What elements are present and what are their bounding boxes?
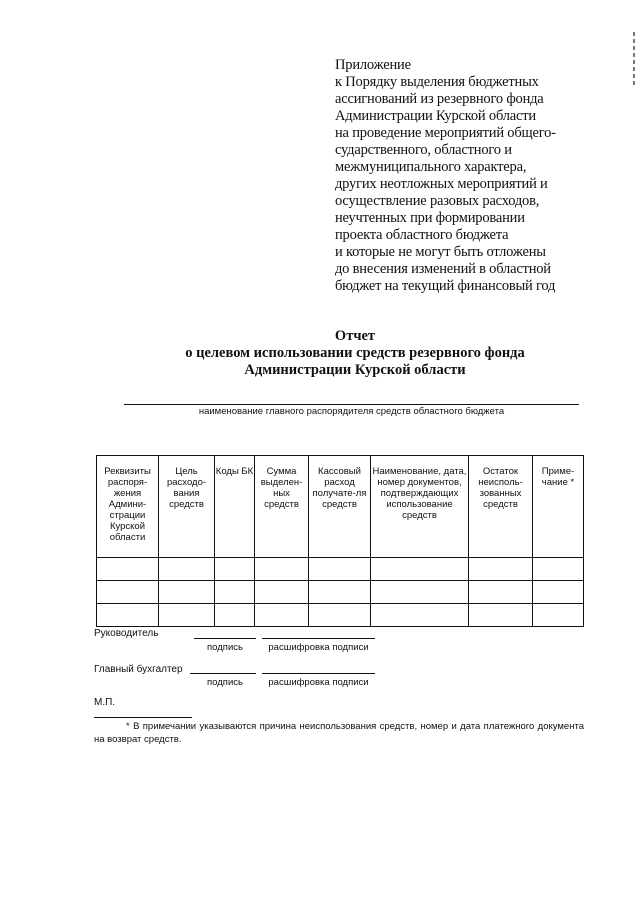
appendix-line: Администрации Курской области xyxy=(335,108,536,124)
table-cell[interactable] xyxy=(469,604,533,627)
appendix-line: ассигнований из резервного фонда xyxy=(335,91,544,107)
footnote-separator xyxy=(94,717,192,718)
title-line-1: Отчет xyxy=(334,328,376,344)
table-cell[interactable] xyxy=(469,558,533,581)
appendix-header xyxy=(335,57,615,295)
header-budget-codes: Коды БК xyxy=(215,456,255,558)
header-note: Приме-чание * xyxy=(533,456,584,558)
recipient-name-line xyxy=(124,404,579,405)
head-signature-line[interactable] xyxy=(194,638,256,639)
table-cell[interactable] xyxy=(97,604,159,627)
accountant-decode-caption: расшифровка подписи xyxy=(268,677,369,688)
report-table xyxy=(96,455,584,627)
title-line-2: о целевом использовании средств резервного фонда xyxy=(185,345,525,361)
recipient-caption: наименование главного распорядителя средств областного бюджета xyxy=(198,406,505,417)
table-cell[interactable] xyxy=(533,581,584,604)
appendix-line: межмуниципального характера, xyxy=(335,159,527,175)
table-header-row xyxy=(97,456,584,558)
table-cell[interactable] xyxy=(97,581,159,604)
table-cell[interactable] xyxy=(533,558,584,581)
appendix-line: и которые не могут быть отложены xyxy=(335,244,546,260)
head-decode-line[interactable] xyxy=(262,638,375,639)
table-cell[interactable] xyxy=(215,558,255,581)
table-row xyxy=(97,581,584,604)
header-remaining: Остаток неисполь-зованных средств xyxy=(469,456,533,558)
table-cell[interactable] xyxy=(255,604,309,627)
appendix-line: проекта областного бюджета xyxy=(335,227,509,243)
header-cash-expense: Кассовый расход получате-ля средств xyxy=(309,456,371,558)
header-documents: Наименование, дата, номер документов, подтверждающих использование средств xyxy=(371,456,469,558)
table-cell[interactable] xyxy=(469,581,533,604)
title-line-3: Администрации Курской области xyxy=(244,362,466,378)
chief-accountant-label: Главный бухгалтер xyxy=(94,664,183,675)
table-cell[interactable] xyxy=(309,581,371,604)
head-signature-caption: подпись xyxy=(207,642,243,653)
stamp-place: М.П. xyxy=(94,697,116,708)
appendix-line: бюджет на текущий финансовый год xyxy=(335,278,556,294)
header-purpose: Цель расходо-вания средств xyxy=(159,456,215,558)
appendix-line: сударственного, областного и xyxy=(335,142,512,158)
table-cell[interactable] xyxy=(159,604,215,627)
table-cell[interactable] xyxy=(533,604,584,627)
table-cell[interactable] xyxy=(255,581,309,604)
table-cell[interactable] xyxy=(215,604,255,627)
head-label: Руководитель xyxy=(94,628,159,639)
table-cell[interactable] xyxy=(371,604,469,627)
accountant-decode-line[interactable] xyxy=(262,673,375,674)
table-cell[interactable] xyxy=(97,558,159,581)
margin-mark xyxy=(630,32,638,97)
appendix-line: к Порядку выделения бюджетных xyxy=(335,74,539,90)
table-cell[interactable] xyxy=(255,558,309,581)
appendix-line: Приложение xyxy=(335,57,411,73)
appendix-line: других неотложных мероприятий и xyxy=(335,176,548,192)
appendix-line: осуществление разовых расходов, xyxy=(335,193,540,209)
header-requisites: Реквизиты распоря-жения Админи-страции Курской области xyxy=(97,456,159,558)
appendix-line: на проведение мероприятий общего- xyxy=(335,125,556,141)
table-cell[interactable] xyxy=(309,604,371,627)
table-cell[interactable] xyxy=(159,581,215,604)
table-cell[interactable] xyxy=(371,581,469,604)
table-cell[interactable] xyxy=(215,581,255,604)
head-decode-caption: расшифровка подписи xyxy=(268,642,369,653)
appendix-line: неучтенных при формировании xyxy=(335,210,525,226)
accountant-signature-caption: подпись xyxy=(207,677,243,688)
appendix-line: до внесения изменений в областной xyxy=(335,261,551,277)
table-row xyxy=(97,558,584,581)
report-title xyxy=(100,328,610,379)
accountant-signature-line[interactable] xyxy=(190,673,256,674)
header-allocated-amount: Сумма выделен-ных средств xyxy=(255,456,309,558)
table-cell[interactable] xyxy=(371,558,469,581)
table-cell[interactable] xyxy=(309,558,371,581)
table-row xyxy=(97,604,584,627)
table-cell[interactable] xyxy=(159,558,215,581)
footnote: * В примечании указываются причина неиспользования средств, номер и дата платежного документа на возврат средств. xyxy=(94,721,584,745)
